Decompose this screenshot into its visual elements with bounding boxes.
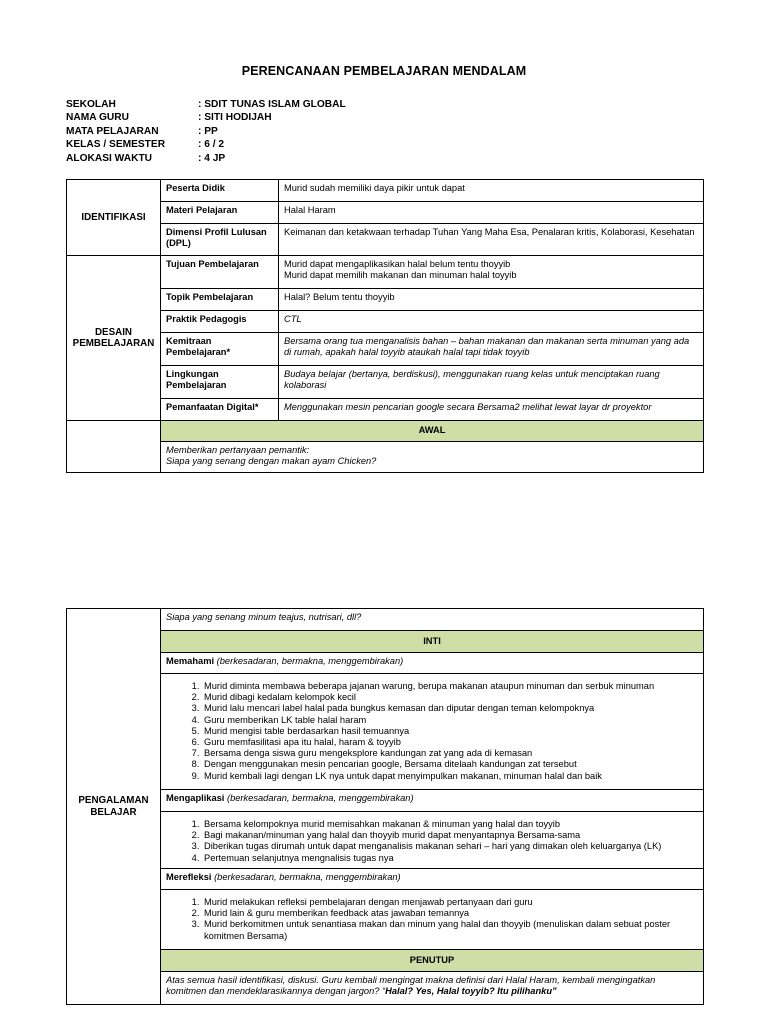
penutup-text: Atas semua hasil identifikasi, diskusi. Guru kembali mengingat makna definisi dari Halal Haram, kembali mengingatkan komitmen dan mendeklarasikannya dengan jargon? “ xyxy=(166,975,656,997)
subhead-title: Merefleksi xyxy=(166,872,212,882)
row-value: Menggunakan mesin pencarian google secara Bersama2 melihat lewat layar dr proyektor xyxy=(279,399,704,421)
row-value: CTL xyxy=(279,311,704,333)
info-row-mata-pelajaran xyxy=(66,125,346,138)
subhead-memahami xyxy=(161,653,704,674)
info-key: KELAS / SEMESTER xyxy=(66,139,166,151)
info-value: : 6 / 2 xyxy=(198,139,225,151)
info-value: : SITI HODIJAH xyxy=(198,112,272,124)
list-item: 1. Bersama kelompoknya murid memisahkan makanan & minuman yang halal dan toyyib xyxy=(202,819,698,830)
list-item: 6. Guru memfasilitasi apa itu halal, haram & toyyib xyxy=(202,737,698,748)
header-info xyxy=(66,98,346,165)
subhead-sub: (berkesadaran, bermakna, menggembirakan) xyxy=(216,656,404,666)
intro-question: Siapa yang senang minum teajus, nutrisari, dll? xyxy=(161,609,704,631)
info-key: NAMA GURU xyxy=(66,112,130,124)
plan-table-page1 xyxy=(66,179,704,473)
info-value: : PP xyxy=(198,125,218,137)
table-row xyxy=(67,890,704,950)
section-pengalaman-belajar: PENGALAMAN BELAJAR xyxy=(67,609,161,1005)
merefleksi-list-cell xyxy=(161,890,704,950)
row-label: Topik Pembelajaran xyxy=(161,289,279,311)
list-item: 2. Murid lain & guru memberikan feedback atas jawaban temannya xyxy=(202,908,698,919)
table-row xyxy=(67,333,704,366)
mengaplikasi-list-cell xyxy=(161,812,704,869)
table-row xyxy=(67,950,704,972)
list-item: 5. Murid mengisi table berdasarkan hasil temuannya xyxy=(202,726,698,737)
list-item: 3. Murid berkomitmen untuk senantiasa makan dan minum yang halal dan thoyyib (menuliskan dalam sebuat poster komitmen Bersama) xyxy=(202,919,698,941)
table-row xyxy=(67,202,704,224)
band-awal: AWAL xyxy=(161,421,704,442)
row-value-line: Murid dapat memilih makanan dan minuman halal toyyib xyxy=(284,270,517,281)
section-identifikasi: IDENTIFIKASI xyxy=(67,180,161,256)
table-row xyxy=(67,442,704,473)
mengaplikasi-list xyxy=(166,819,698,864)
row-label: Kemitraan Pembelajaran* xyxy=(161,333,279,366)
penutup-jargon: Halal? Yes, Halal toyyib? Itu pilihanku” xyxy=(385,986,557,997)
penutup-content xyxy=(161,972,704,1005)
subhead-sub: (berkesadaran, bermakna, menggembirakan) xyxy=(214,872,401,882)
info-row-nama-guru xyxy=(66,111,346,124)
info-row-kelas-semester xyxy=(66,138,346,151)
row-label: Materi Pelajaran xyxy=(161,202,279,224)
list-item: 8. Dengan menggunakan mesin pencarian google, Bersama ditelaah kandungan zat tersebut xyxy=(202,759,698,770)
info-key: SEKOLAH xyxy=(66,99,116,110)
table-row xyxy=(67,869,704,890)
memahami-list-cell xyxy=(161,674,704,790)
list-item: 7. Bersama denga siswa guru mengeksplore kandungan zat yang ada di kemasan xyxy=(202,748,698,759)
list-item: 4. Guru memberikan LK table halal haram xyxy=(202,715,698,726)
table-row xyxy=(67,180,704,202)
list-item: 9. Murid kembali lagi dengan LK nya untuk dapat menyimpulkan makanan, minuman halal dan baik xyxy=(202,771,698,782)
info-row-sekolah xyxy=(66,98,346,111)
list-item: 3. Murid lalu mencari label halal pada bungkus kemasan dan diputar dengan teman kelompoknya xyxy=(202,703,698,714)
subhead-sub: (berkesadaran, bermakna, menggembirakan) xyxy=(226,793,414,803)
row-label: Lingkungan Pembelajaran xyxy=(161,366,279,399)
section-desain: DESAIN PEMBELAJARAN xyxy=(67,256,161,421)
subhead-title: Mengaplikasi xyxy=(166,793,225,803)
memahami-list xyxy=(166,681,698,782)
row-value-line: Murid dapat mengaplikasikan halal belum tentu thoyyib xyxy=(284,259,511,269)
list-item: 1. Murid diminta membawa beberapa jajanan warung, berupa makanan ataupun minuman dan serbuk minuman xyxy=(202,681,698,692)
plan-table-page2 xyxy=(66,608,704,1005)
document-title: PERENCANAAN PEMBELAJARAN MENDALAM xyxy=(241,64,527,78)
info-row-alokasi-waktu xyxy=(66,152,346,165)
table-row xyxy=(67,631,704,653)
band-penutup: PENUTUP xyxy=(161,950,704,972)
info-value: : 4 JP xyxy=(198,152,226,164)
row-label: Pemanfaatan Digital* xyxy=(161,399,279,421)
row-label: Peserta Didik xyxy=(161,180,279,202)
subhead-merefleksi xyxy=(161,869,704,890)
row-value: Halal? Belum tentu thoyyib xyxy=(279,289,704,311)
info-value: : SDIT TUNAS ISLAM GLOBAL xyxy=(198,99,346,110)
table-row xyxy=(67,653,704,674)
table-row xyxy=(67,421,704,442)
table-row xyxy=(67,311,704,333)
table-row xyxy=(67,289,704,311)
table-row xyxy=(67,256,704,289)
row-label: Dimensi Profil Lulusan (DPL) xyxy=(161,224,279,256)
subhead-title: Memahami xyxy=(166,656,215,666)
table-row xyxy=(67,609,704,631)
info-key: MATA PELAJARAN xyxy=(66,125,159,137)
list-item: 2. Bagi makanan/minuman yang halal dan thoyyib murid dapat menyantapnya Bersama-sama xyxy=(202,830,698,841)
table-row xyxy=(67,972,704,1005)
empty-section-cell xyxy=(67,421,161,473)
row-value: Murid sudah memiliki daya pikir untuk dapat xyxy=(279,180,704,202)
table-row xyxy=(67,674,704,790)
table-row xyxy=(67,399,704,421)
awal-content xyxy=(161,442,704,473)
table-row xyxy=(67,812,704,869)
merefleksi-list xyxy=(166,897,698,942)
row-value: Bersama orang tua menganalisis bahan – bahan makanan dan makanan serta minuman yang ada di rumah, apakah halal toyyib ataukah halal tapi tidak toyyib xyxy=(279,333,704,366)
table-row xyxy=(67,224,704,256)
table-row xyxy=(67,366,704,399)
row-value xyxy=(279,256,704,289)
list-item: 1. Murid melakukan refleksi pembelajaran dengan menjawab pertanyaan dari guru xyxy=(202,897,698,908)
awal-line: Siapa yang senang dengan makan ayam Chicken? xyxy=(166,456,377,467)
table-row xyxy=(67,790,704,812)
info-key: ALOKASI WAKTU xyxy=(66,152,153,164)
list-item: 3. Diberikan tugas dirumah untuk dapat menganalisis makanan sehari – hari yang dimakan oleh keluarganya (LK) xyxy=(202,841,698,852)
list-item: 4. Pertemuan selanjutnya mengnalisis tugas nya xyxy=(202,853,698,864)
awal-line: Memberikan pertanyaan pemantik: xyxy=(166,445,310,455)
row-value: Halal Haram xyxy=(279,202,704,224)
band-inti: INTI xyxy=(161,631,704,653)
row-label: Praktik Pedagogis xyxy=(161,311,279,333)
list-item: 2. Murid dibagi kedalam kelompok kecil xyxy=(202,692,698,703)
row-value: Budaya belajar (bertanya, berdiskusi), menggunakan ruang kelas untuk menciptakan ruang kolaborasi xyxy=(279,366,704,399)
row-label: Tujuan Pembelajaran xyxy=(161,256,279,289)
row-value: Keimanan dan ketakwaan terhadap Tuhan Yang Maha Esa, Penalaran kritis, Kolaborasi, Kesehatan xyxy=(279,224,704,256)
subhead-mengaplikasi xyxy=(161,790,704,812)
